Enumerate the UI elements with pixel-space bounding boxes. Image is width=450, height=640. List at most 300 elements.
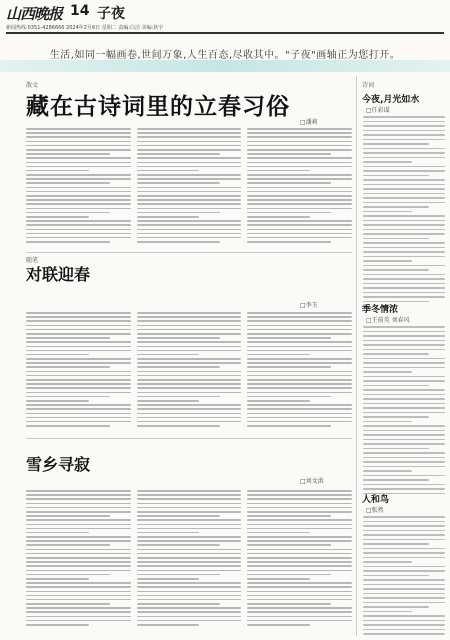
text-line <box>26 337 110 339</box>
text-line <box>247 350 352 352</box>
text-line <box>247 400 310 402</box>
text-line <box>363 611 412 613</box>
text-line <box>363 367 445 369</box>
text-line <box>26 153 110 155</box>
text-line <box>26 616 131 618</box>
text-line <box>363 287 445 289</box>
text-line <box>26 136 131 138</box>
text-line <box>363 283 445 285</box>
article-2-body <box>26 312 352 432</box>
text-line <box>247 557 352 559</box>
text-line <box>26 145 131 147</box>
text-line <box>247 503 352 505</box>
text-line <box>26 494 131 496</box>
text-line <box>363 394 445 396</box>
text-line <box>247 153 331 155</box>
text-line <box>363 588 445 590</box>
text-line <box>137 237 242 239</box>
article-3-byline: □刘文洪 <box>300 478 324 485</box>
text-line <box>26 241 110 243</box>
main-article-body <box>26 128 352 248</box>
text-line <box>363 521 445 523</box>
text-line <box>363 452 445 454</box>
text-line <box>363 130 445 132</box>
text-line <box>363 193 445 195</box>
text-line <box>363 242 445 244</box>
poem-1-body <box>363 116 445 302</box>
text-line <box>247 591 352 593</box>
text-line <box>363 416 429 418</box>
text-line <box>26 603 110 605</box>
text-line <box>363 443 445 445</box>
text-line <box>247 187 352 189</box>
poem-2-title: 季冬情浓 <box>362 305 399 315</box>
text-line <box>363 575 429 577</box>
text-line <box>363 629 445 631</box>
text-line <box>137 341 242 343</box>
text-line <box>137 557 242 559</box>
info-line: 新闻热线:0351-4286666 2024年2月6日 星期二 责编:白洁 美编:狄宇 <box>6 25 164 31</box>
text-line <box>26 312 131 314</box>
text-line <box>137 396 221 398</box>
text-line <box>247 603 331 605</box>
text-line <box>26 561 131 563</box>
text-line <box>26 182 110 184</box>
text-line <box>247 387 352 389</box>
text-line <box>26 149 131 151</box>
text-line <box>247 341 352 343</box>
text-line <box>247 170 310 172</box>
text-line <box>247 208 352 210</box>
text-line <box>247 199 352 201</box>
text-line <box>137 603 221 605</box>
text-line <box>137 408 242 410</box>
text-line <box>247 174 352 176</box>
text-line <box>137 599 242 601</box>
text-line <box>137 570 242 572</box>
text-line <box>247 528 352 530</box>
text-line <box>363 561 412 563</box>
text-line <box>26 413 131 415</box>
text-line <box>26 549 131 551</box>
text-line <box>26 174 131 176</box>
text-line <box>363 220 445 222</box>
text-line <box>363 457 445 459</box>
text-line <box>26 607 131 609</box>
text-line <box>137 494 242 496</box>
text-line <box>363 278 445 280</box>
text-line <box>137 229 242 231</box>
text-line <box>363 188 445 190</box>
text-line <box>26 362 131 364</box>
text-line <box>137 595 242 597</box>
text-line <box>137 549 242 551</box>
text-line <box>363 425 445 427</box>
text-line <box>363 256 445 258</box>
text-line <box>247 128 352 130</box>
text-line <box>137 490 242 492</box>
text-line <box>137 578 200 580</box>
text-line <box>363 624 445 626</box>
text-line <box>363 470 412 472</box>
text-line <box>26 536 131 538</box>
text-line <box>26 544 110 546</box>
text-line <box>247 358 352 360</box>
text-line <box>26 128 131 130</box>
text-line <box>137 515 221 517</box>
text-line <box>26 532 89 534</box>
text-line <box>247 203 352 205</box>
text-line <box>247 417 352 419</box>
text-line <box>363 184 445 186</box>
text-line <box>26 387 131 389</box>
text-line <box>247 582 352 584</box>
text-line <box>137 400 200 402</box>
text-line <box>26 170 89 172</box>
text-line <box>363 484 445 486</box>
text-line <box>137 498 242 500</box>
text-line <box>363 335 445 337</box>
text-line <box>247 157 352 159</box>
text-line <box>137 157 242 159</box>
text-line <box>247 620 352 622</box>
text-line <box>247 178 352 180</box>
text-line <box>137 354 200 356</box>
text-line <box>363 539 445 541</box>
text-line <box>26 379 131 381</box>
text-line <box>26 157 131 159</box>
text-line <box>363 407 445 409</box>
text-line <box>137 371 242 373</box>
text-line <box>137 187 242 189</box>
text-line <box>247 404 352 406</box>
poem-3-author: □张然 <box>366 507 384 514</box>
text-line <box>26 371 131 373</box>
text-line <box>137 544 221 546</box>
text-line <box>247 494 352 496</box>
text-line <box>247 578 310 580</box>
text-line <box>363 251 445 253</box>
text-line <box>26 237 131 239</box>
text-line <box>137 170 200 172</box>
text-line <box>247 413 352 415</box>
text-line <box>137 149 242 151</box>
text-line <box>363 593 445 595</box>
text-line <box>137 346 242 348</box>
text-line <box>363 215 445 217</box>
text-line <box>247 316 352 318</box>
text-line <box>137 174 242 176</box>
text-line <box>26 528 131 530</box>
text-line <box>26 498 131 500</box>
text-line <box>26 354 89 356</box>
text-line <box>26 203 131 205</box>
text-line <box>363 479 429 481</box>
text-line <box>247 383 352 385</box>
text-line <box>247 346 352 348</box>
text-line <box>26 586 131 588</box>
text-line <box>247 540 352 542</box>
text-line <box>363 179 445 181</box>
text-line <box>26 519 131 521</box>
text-line <box>363 434 445 436</box>
text-line <box>137 379 242 381</box>
text-line <box>363 331 445 333</box>
text-line <box>137 191 242 193</box>
text-line <box>26 553 131 555</box>
text-line <box>137 404 242 406</box>
text-line <box>363 403 445 405</box>
text-line <box>137 212 221 214</box>
text-line <box>137 337 221 339</box>
text-line <box>137 362 242 364</box>
text-line <box>363 421 412 423</box>
text-line <box>137 166 242 168</box>
text-line <box>26 178 131 180</box>
text-line <box>363 606 429 608</box>
text-line <box>26 208 131 210</box>
text-line <box>137 607 242 609</box>
text-line <box>247 425 331 427</box>
text-line <box>247 607 352 609</box>
text-line <box>26 329 131 331</box>
newspaper-masthead: 山西晚报 <box>6 5 63 23</box>
text-line <box>247 599 352 601</box>
text-line <box>247 574 331 576</box>
section-divider-2 <box>26 438 352 439</box>
text-line <box>247 561 352 563</box>
text-line <box>363 161 412 163</box>
text-line <box>247 220 352 222</box>
text-line <box>363 269 429 271</box>
text-line <box>363 121 445 123</box>
text-line <box>247 524 352 526</box>
text-line <box>247 515 331 517</box>
page-header <box>0 0 450 40</box>
text-line <box>137 329 242 331</box>
poem-3-body <box>363 516 445 635</box>
text-line <box>26 578 89 580</box>
text-line <box>26 195 131 197</box>
text-line <box>247 544 331 546</box>
text-line <box>247 408 352 410</box>
text-line <box>26 333 131 335</box>
text-line <box>137 616 242 618</box>
column-divider <box>356 76 357 636</box>
text-line <box>247 354 310 356</box>
text-line <box>137 162 242 164</box>
text-line <box>363 371 412 373</box>
text-line <box>363 229 445 231</box>
text-line <box>247 595 352 597</box>
text-line <box>137 392 242 394</box>
text-line <box>363 412 445 414</box>
text-line <box>247 536 352 538</box>
text-line <box>26 220 131 222</box>
text-line <box>137 195 242 197</box>
text-line <box>26 582 131 584</box>
text-line <box>26 611 131 613</box>
text-line <box>26 350 131 352</box>
text-line <box>247 320 352 322</box>
text-line <box>137 220 242 222</box>
text-line <box>363 197 445 199</box>
text-line <box>363 274 445 276</box>
text-line <box>247 333 352 335</box>
text-line <box>363 296 445 298</box>
text-line <box>137 611 242 613</box>
text-line <box>247 362 352 364</box>
text-line <box>26 515 110 517</box>
text-line <box>363 152 445 154</box>
text-line <box>26 557 131 559</box>
text-line <box>137 333 242 335</box>
text-line <box>26 187 131 189</box>
text-line <box>363 620 445 622</box>
text-line <box>363 534 445 536</box>
text-line <box>26 570 131 572</box>
text-line <box>247 329 352 331</box>
text-line <box>247 224 352 226</box>
text-line <box>137 233 242 235</box>
text-line <box>363 552 445 554</box>
article-2-headline: 对联迎春 <box>26 265 91 284</box>
text-line <box>363 516 445 518</box>
text-line <box>26 383 131 385</box>
text-line <box>247 195 352 197</box>
text-line <box>26 162 131 164</box>
text-line <box>26 524 131 526</box>
text-line <box>26 229 131 231</box>
text-line <box>363 353 429 355</box>
text-line <box>137 128 242 130</box>
text-line <box>363 439 445 441</box>
text-line <box>26 216 89 218</box>
text-line <box>247 549 352 551</box>
text-line <box>363 340 445 342</box>
text-line <box>137 421 242 423</box>
text-line <box>247 216 310 218</box>
text-line <box>137 224 242 226</box>
section-name: 子夜 <box>97 6 125 22</box>
text-line <box>137 591 242 593</box>
article-3-headline: 雪乡寻寂 <box>26 455 91 474</box>
text-line <box>137 320 242 322</box>
poem-2-author: □王前英 刘春风 <box>366 317 410 324</box>
article-2-byline: □李玉 <box>300 302 318 309</box>
text-line <box>363 461 445 463</box>
text-line <box>363 633 445 635</box>
text-line <box>137 519 242 521</box>
text-line <box>363 202 445 204</box>
text-line <box>247 166 352 168</box>
text-line <box>137 417 242 419</box>
text-line <box>26 199 131 201</box>
text-line <box>247 511 352 513</box>
text-line <box>363 211 412 213</box>
text-line <box>26 212 110 214</box>
text-line <box>247 312 352 314</box>
text-line <box>137 503 242 505</box>
text-line <box>26 341 131 343</box>
text-line <box>247 145 352 147</box>
text-line <box>247 565 352 567</box>
text-line <box>247 392 352 394</box>
text-line <box>363 570 445 572</box>
text-line <box>247 490 352 492</box>
text-line <box>137 511 242 513</box>
text-line <box>363 566 445 568</box>
text-line <box>26 224 131 226</box>
text-line <box>26 620 131 622</box>
text-line <box>26 233 131 235</box>
text-line <box>247 182 331 184</box>
text-line <box>363 238 429 240</box>
text-line <box>137 325 242 327</box>
text-line <box>137 208 242 210</box>
text-line <box>26 599 131 601</box>
text-line <box>363 166 445 168</box>
text-line <box>137 532 200 534</box>
text-line <box>247 212 331 214</box>
text-line <box>363 475 445 477</box>
text-line <box>247 237 352 239</box>
text-line <box>363 448 429 450</box>
main-headline: 藏在古诗词里的立春习俗 <box>26 93 290 120</box>
text-line <box>363 224 445 226</box>
text-line <box>363 430 445 432</box>
text-line <box>363 597 445 599</box>
text-line <box>137 203 242 205</box>
text-line <box>363 344 445 346</box>
text-line <box>137 524 242 526</box>
text-line <box>137 561 242 563</box>
text-line <box>247 586 352 588</box>
text-line <box>363 292 445 294</box>
main-byline: □潘莉 <box>300 119 318 126</box>
text-line <box>26 624 89 626</box>
text-line <box>363 615 445 617</box>
text-line <box>247 141 352 143</box>
text-line <box>247 624 310 626</box>
text-line <box>137 387 242 389</box>
text-line <box>137 586 242 588</box>
text-line <box>247 241 331 243</box>
poem-3-title: 人和鸟 <box>362 495 390 505</box>
text-line <box>26 132 131 134</box>
text-line <box>26 346 131 348</box>
text-line <box>26 417 131 419</box>
text-line <box>137 178 242 180</box>
poem-2-body <box>363 326 445 494</box>
text-line <box>247 375 352 377</box>
text-line <box>247 611 352 613</box>
text-line <box>26 507 131 509</box>
text-line <box>247 325 352 327</box>
text-line <box>247 532 310 534</box>
article-3-body <box>26 490 352 630</box>
text-line <box>363 579 445 581</box>
text-line <box>137 383 242 385</box>
text-line <box>363 170 445 172</box>
text-line <box>137 425 221 427</box>
text-line <box>247 233 352 235</box>
text-line <box>363 602 445 604</box>
text-line <box>363 548 445 550</box>
text-line <box>137 413 242 415</box>
text-line <box>26 595 131 597</box>
text-line <box>363 148 445 150</box>
